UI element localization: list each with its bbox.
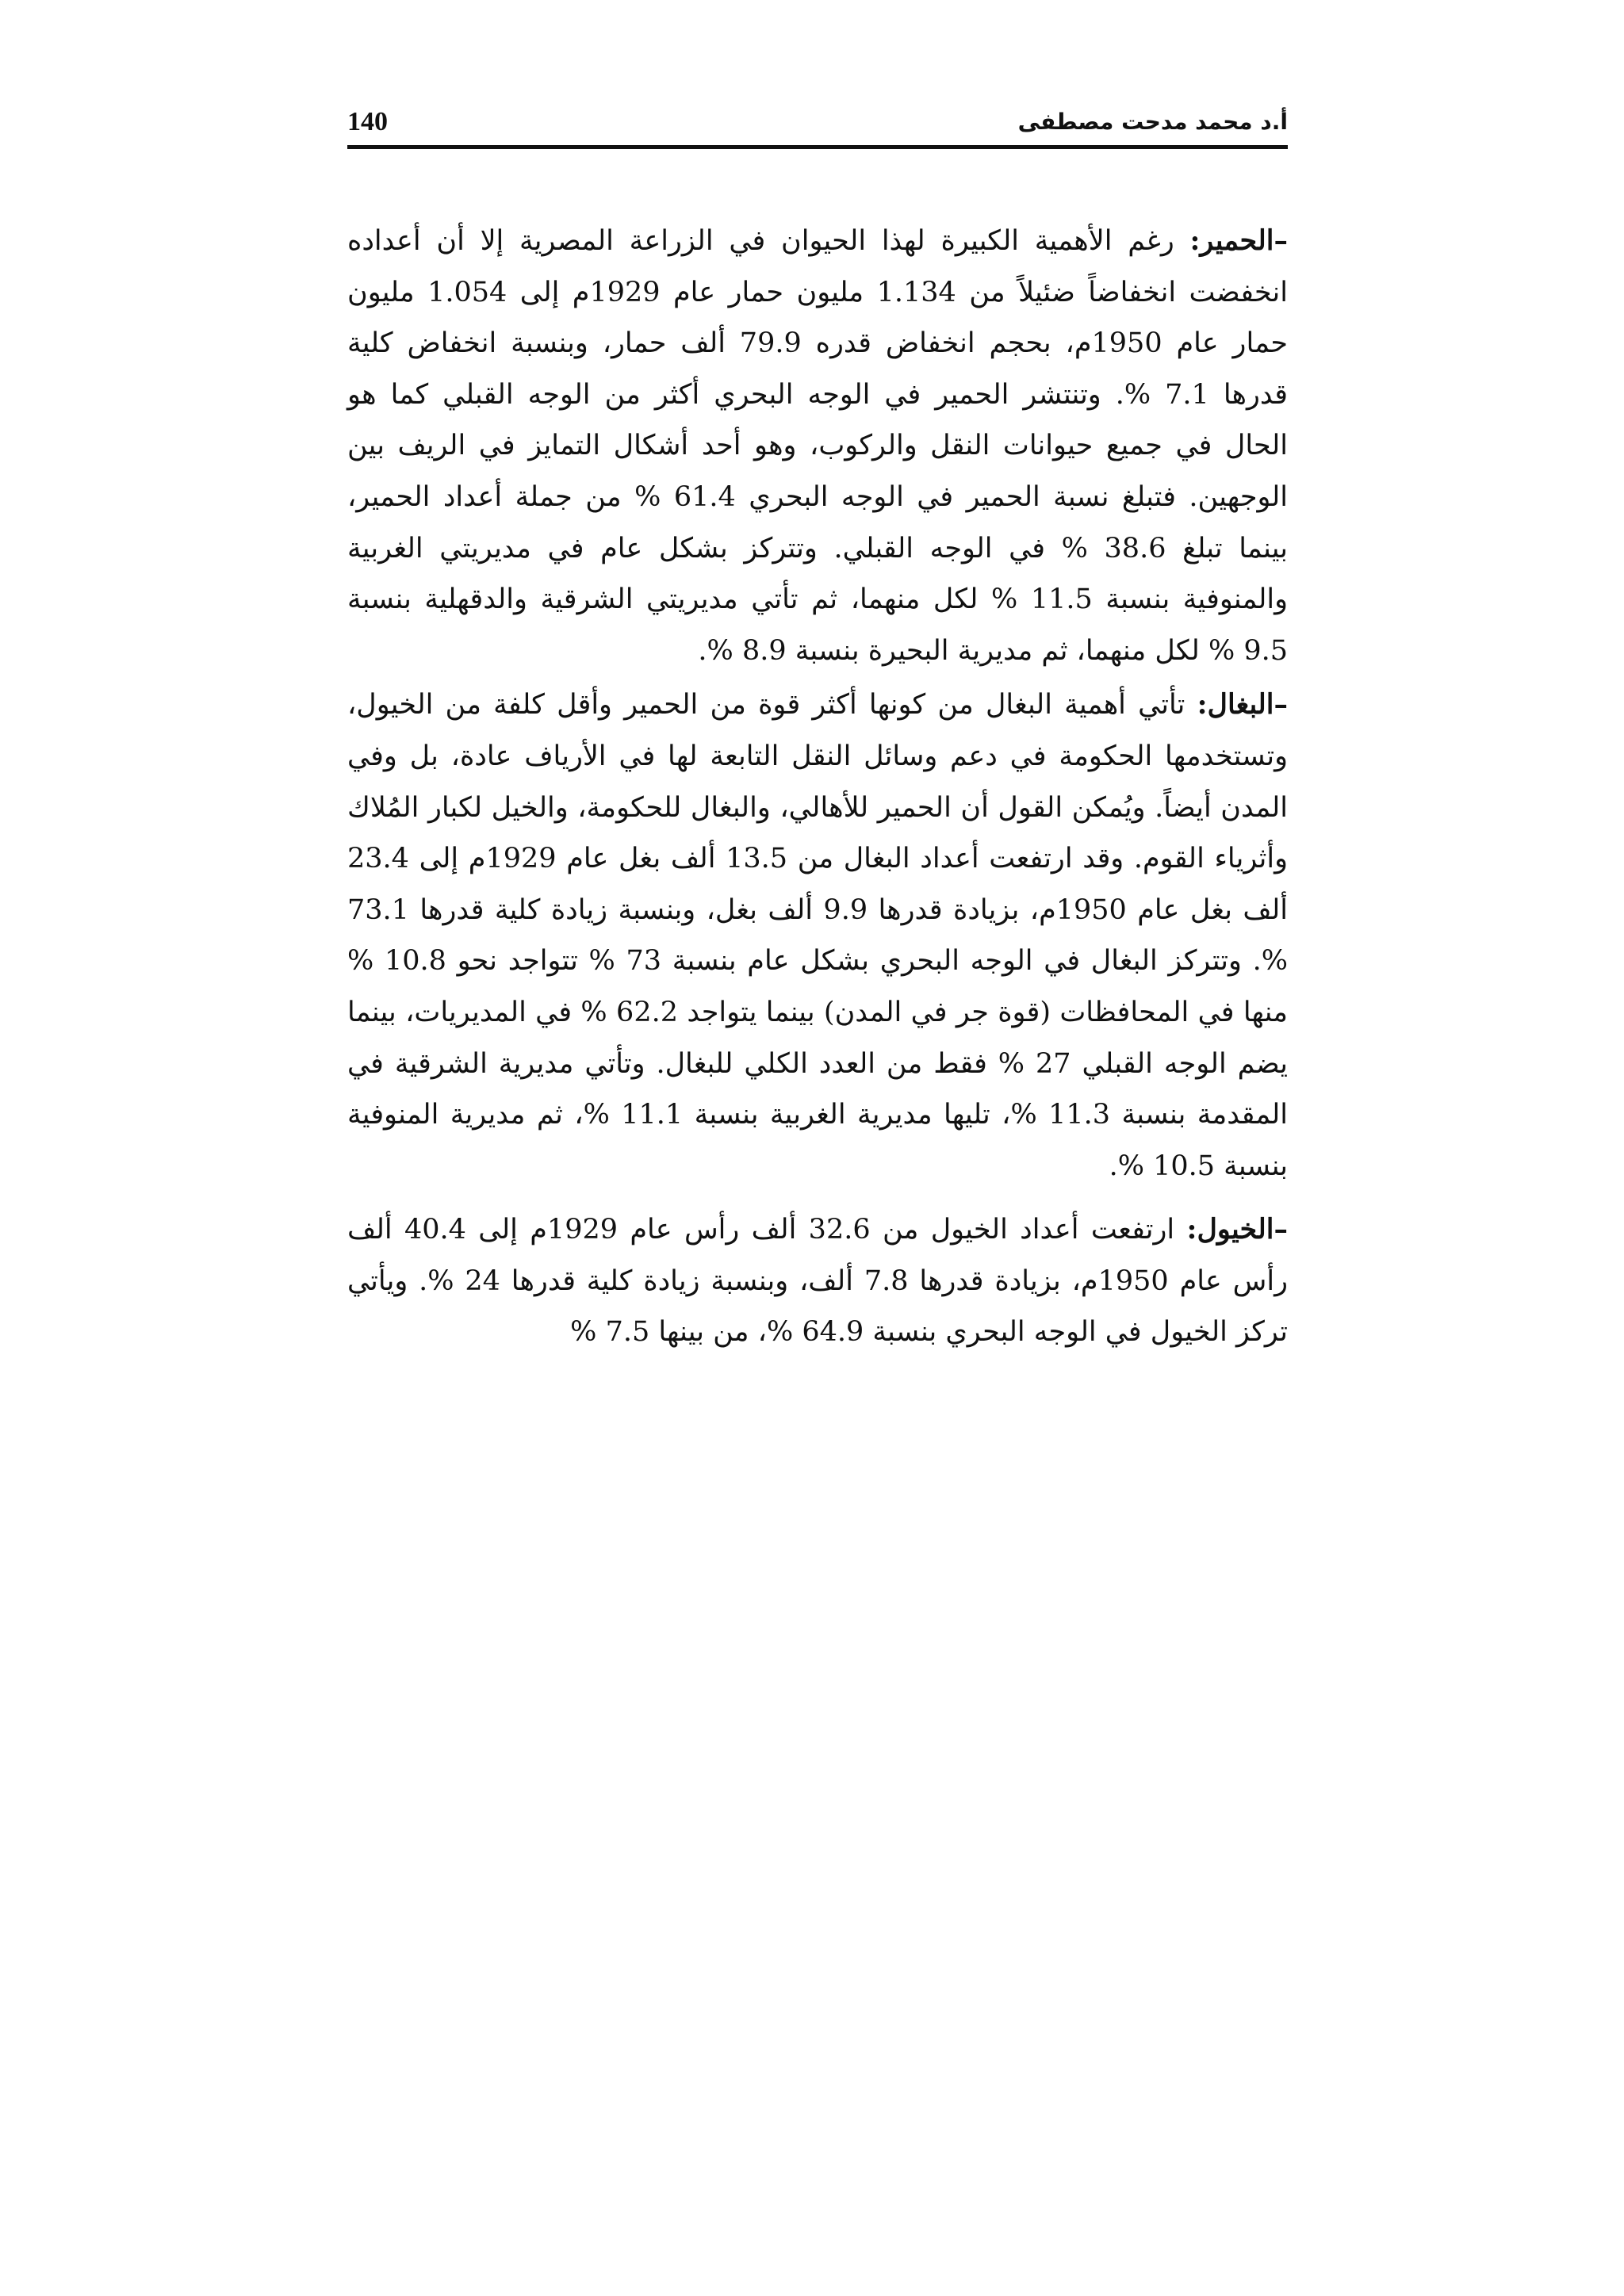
paragraph-text: رغم الأهمية الكبيرة لهذا الحيوان في الزراعة المصرية إلا أن أعداده انخفضت انخفاضاً ضئيلاً من 1.134 مليون حمار عام 1929م إلى 1.054 مليون حمار عام 1950م، بحجم انخفاض قدره 79.9 ألف حمار، وبنسبة انخفاض كلية قدرها 7.1 %. وتنتشر الحمير في الوجه البحري أكثر من الوجه القبلي كما هو الحال في جميع حيوانات النقل والركوب، وهو أحد أشكال التمايز في الريف بين الوجهين. فتبلغ نسبة الحمير في الوجه البحري 61.4 % من جملة أعداد الحمير، بينما تبلغ 38.6 % في الوجه القبلي. وتتركز بشكل عام في مديريتي الغربية والمنوفية بنسبة 11.5 % لكل منهما، ثم تأتي مديريتي الشرقية والدقهلية بنسبة 9.5 % لكل منهما، ثم مديرية البحيرة بنسبة 8.9 %. xyxy=(347,225,1289,667)
header-rule xyxy=(347,145,1288,149)
paragraph-text: ارتفعت أعداد الخيول من 32.6 ألف رأس عام 1929م إلى 40.4 ألف رأس عام 1950م، بزيادة قدرها 7.8 ألف، وبنسبة زيادة كلية قدرها 24 %. ويأتي تركز الخيول في الوجه البحري بنسبة 64.9 %، من بينها 7.5 % xyxy=(347,1214,1289,1349)
paragraph-lead: –الحمير: xyxy=(1189,224,1288,257)
paragraph-horses xyxy=(347,1204,1288,1358)
page-number: 140 xyxy=(347,107,388,136)
body-text xyxy=(347,216,1288,1358)
paragraph-lead: –الخيول: xyxy=(1186,1213,1289,1246)
page-header xyxy=(347,101,1288,143)
paragraph-donkeys xyxy=(347,216,1288,676)
paragraph-mules xyxy=(347,679,1288,1192)
paragraph-text: تأتي أهمية البغال من كونها أكثر قوة من الحمير وأقل كلفة من الخيول، وتستخدمها الحكومة في دعم وسائل النقل التابعة لها في الأرياف عادة، بل وفي المدن أيضاً. ويُمكن القول أن الحمير للأهالي، والبغال للحكومة، والخيل لكبار المُلاك وأثرياء القوم. وقد ارتفعت أعداد البغال من 13.5 ألف بغل عام 1929م إلى 23.4 ألف بغل عام 1950م، بزيادة قدرها 9.9 ألف بغل، وبنسبة زيادة كلية قدرها 73.1 %. وتتركز البغال في الوجه البحري بشكل عام بنسبة 73 % تتواجد نحو 10.8 % منها في المحافظات (قوة جر في المدن) بينما يتواجد 62.2 % في المديريات، بينما يضم الوجه القبلي 27 % فقط من العدد الكلي للبغال. وتأتي مديرية الشرقية في المقدمة بنسبة 11.3 %، تليها مديرية الغربية بنسبة 11.1 %، ثم مديرية المنوفية بنسبة 10.5 %. xyxy=(347,689,1289,1182)
paragraph-lead: –البغال: xyxy=(1197,688,1288,721)
author-running-head: أ.د محمد مدحت مصطفى xyxy=(1017,109,1288,135)
